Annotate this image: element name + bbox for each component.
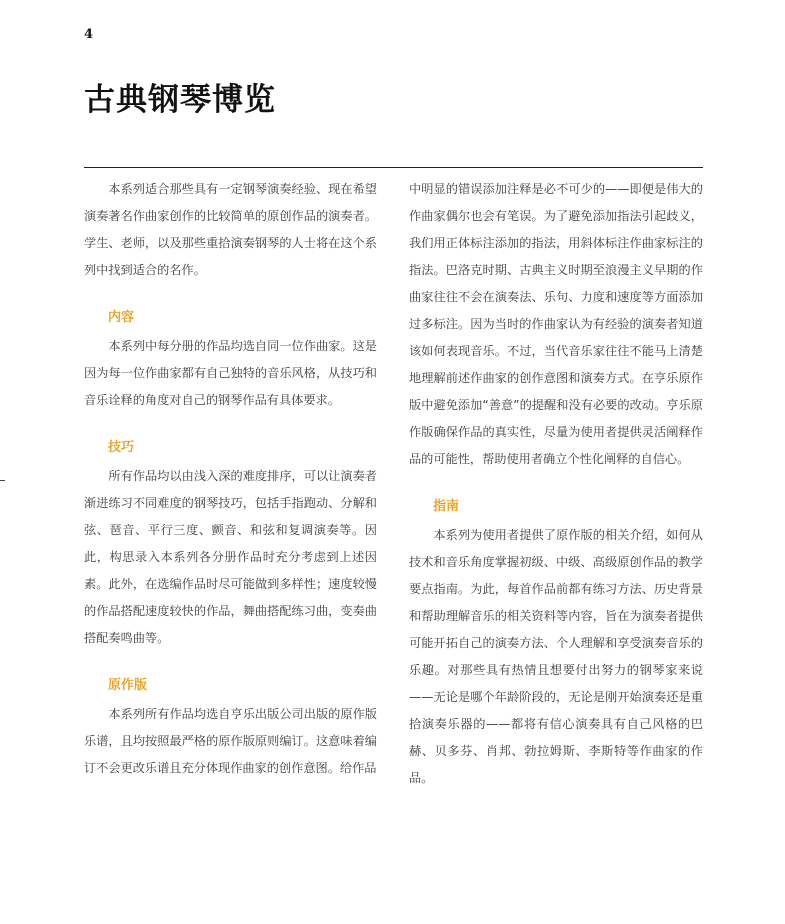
page-title: 古典钢琴博览: [84, 82, 276, 118]
section-heading-technique: 技巧: [108, 440, 135, 455]
title-divider: [84, 167, 703, 168]
section-body-guide: 本系列为使用者提供了原作版的相关介绍，如何从技术和音乐角度掌握初级、中级、高级原创作品的教学要点指南。为此，每首作品前都有练习方法、历史背景和帮助理解音乐的相关资料等内容，旨在为演奏者提供可能开拓自己的演奏方法、个人理解和享受演奏音乐的乐趣。对那些具有热情且想要付出努力的钢琴家来说——无论是哪个年龄阶段的，无论是刚开始演奏还是重拾演奏乐器的——都将有信心演奏具有自己风格的巴赫、贝多芬、肖邦、勃拉姆斯、李斯特等作曲家的作品。: [409, 528, 703, 785]
urtext-continuation: 中明显的错误添加注释是必不可少的——即便是伟大的作曲家偶尔也会有笔误。为了避免添加指法引起歧义，我们用正体标注添加的指法，用斜体标注作曲家标注的指法。巴洛克时期、古典主义时期至浪漫主义早期的作曲家往往不会在演奏法、乐句、力度和速度等方面添加过多标注。因为当时的作曲家认为有经验的演奏者知道该如何表现音乐。不过，当代音乐家往往不能马上清楚地理解前述作曲家的创作意图和演奏方式。在亨乐原作版中避免添加“善意”的提醒和没有必要的改动。亨乐原作版确保作品的真实性，尽量为使用者提供灵活阐释作品的可能性，帮助使用者确立个性化阐释的自信心。: [409, 182, 703, 466]
section-heading-content: 内容: [108, 310, 135, 325]
intro-paragraph: 本系列适合那些具有一定钢琴演奏经验、现在希望演奏著名作曲家创作的比较简单的原创作品的演奏者。学生、老师，以及那些重拾演奏钢琴的人士将在这个系列中找到适合的名作。: [84, 182, 377, 277]
section-body-technique: 所有作品均以由浅入深的难度排序，可以让演奏者渐进练习不同难度的钢琴技巧，包括手指跑动、分解和弦、琶音、平行三度、颤音、和弦和复调演奏等。因此，构思录入本系列各分册作品时充分考虑到上述因素。此外，在选编作品时尽可能做到多样性；速度较慢的作品搭配速度较快的作品，舞曲搭配练习曲，变奏曲搭配奏鸣曲等。: [84, 469, 377, 645]
section-heading-guide: 指南: [433, 499, 460, 514]
section-body-content: 本系列中每分册的作品均选自同一位作曲家。这是因为每一位作曲家都有自己独特的音乐风格，从技巧和音乐诠释的角度对自己的钢琴作品有具体要求。: [84, 339, 377, 407]
left-column: [84, 176, 377, 782]
section-heading-urtext: 原作版: [108, 678, 148, 693]
page-number: 4: [84, 27, 94, 42]
right-column: [409, 176, 703, 792]
section-body-urtext: 本系列所有作品均选自亨乐出版公司出版的原作版乐谱，且均按照最严格的原作版原则编订。这意味着编订不会更改乐谱且充分体现作曲家的创作意图。给作品: [84, 707, 377, 775]
margin-mark: [0, 480, 5, 481]
